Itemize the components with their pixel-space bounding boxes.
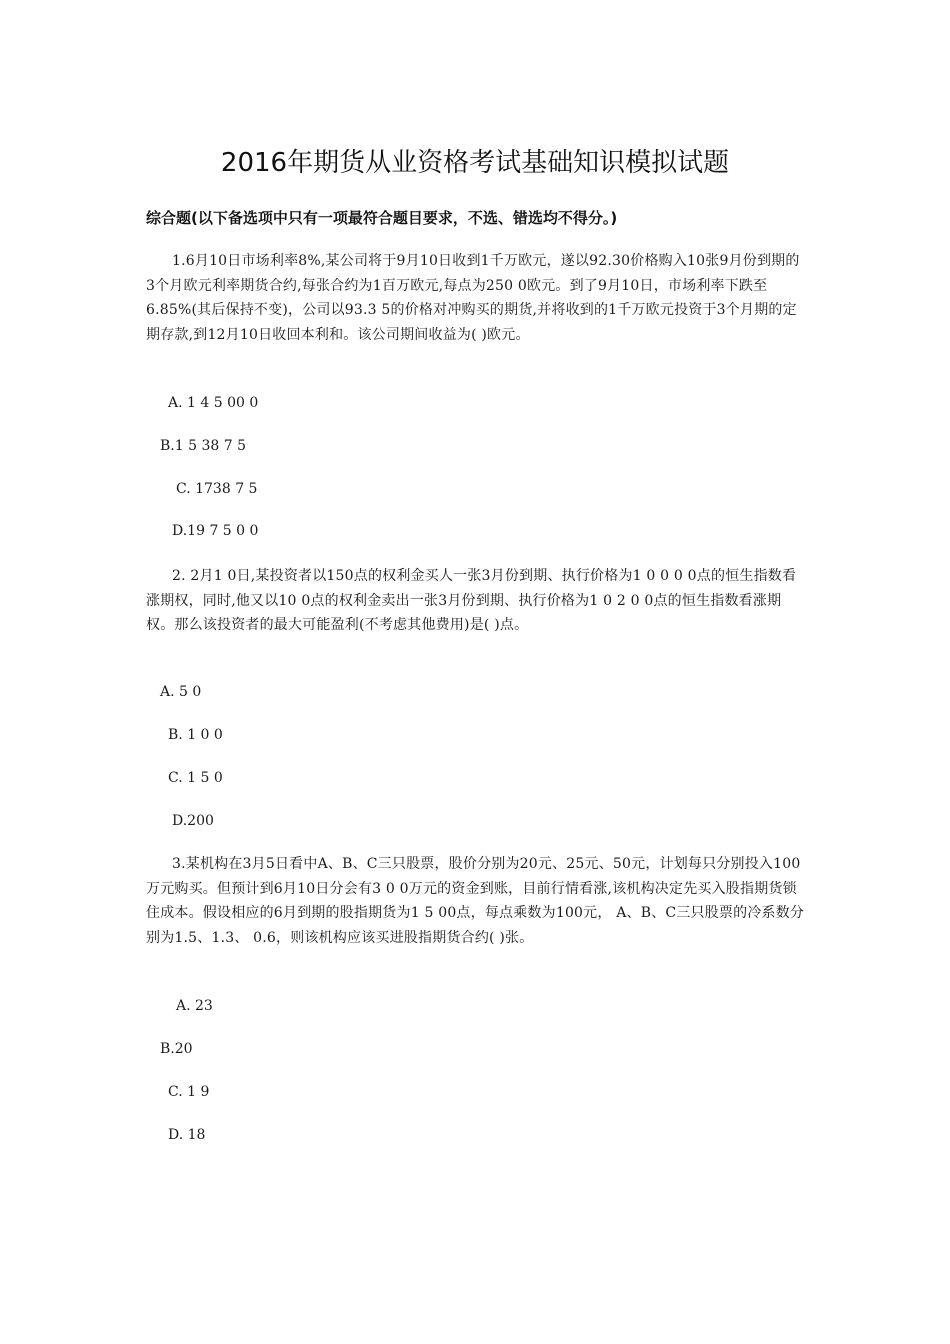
question-1-option-a: A. 1 4 5 00 0 <box>168 395 259 411</box>
document-title: 2016年期货从业资格考试基础知识模拟试题 <box>220 148 730 178</box>
question-3-option-a: A. 23 <box>176 998 213 1014</box>
question-1-stem: 1.6月10日市场利率8%,某公司将于9月10日收到1千万欧元，遂以92.30价格购入10张9月份到期的3个月欧元利率期货合约,每张合约为1百万欧元,每点为250 0欧元。到了9月10日，市场利率下跌至6.85%(其后保持不变)，公司以93.3 5的价格对冲购买的期货,并将收到的1千万欧元投资于3个月期的定期存款,到12月10日收回本利和。该公司期间收益为( )欧元。 <box>146 253 800 343</box>
question-2-option-c: C. 1 5 0 <box>168 770 223 786</box>
question-3-option-b: B.20 <box>160 1041 193 1057</box>
question-2-stem: 2. 2月1 0日,某投资者以150点的权利金买人一张3月份到期、执行价格为1 0 0 0 0点的恒生指数看涨期权，同时,他又以10 0点的权利金卖出一张3月份到期、执行价格为1 0 2 0 0点的恒生指数看涨期权。那么该投资者的最大可能盈利(不考虑其他费用)是( )点。 <box>146 568 797 633</box>
question-3-option-c: C. 1 9 <box>168 1084 210 1100</box>
question-2-option-b: B. 1 0 0 <box>168 727 223 743</box>
question-2-option-d: D.200 <box>172 813 214 829</box>
question-2-option-a: A. 5 0 <box>160 684 202 700</box>
question-1-option-b: B.1 5 38 7 5 <box>160 438 246 454</box>
question-3-stem: 3.某机构在3月5日看中A、B、C三只股票，股价分别为20元、25元、50元，计划每只分别投入100万元购买。但预计到6月10日分会有3 0 0万元的资金到账，目前行情看涨,该机构决定先买入股指期货锁住成本。假设相应的6月到期的股指期货为1 5 00点，每点乘数为100元， A、B、C三只股票的冷系数分别为1.5、1.3、 0.6，则该机构应该买进股指期货合约( )张。 <box>146 856 805 946</box>
section-heading: 综合题(以下备选项中只有一项最符合题目要求，不选、错选均不得分。) <box>146 209 618 227</box>
question-1-option-d: D.19 7 5 0 0 <box>172 523 259 539</box>
question-3-option-d: D. 18 <box>168 1127 206 1143</box>
question-1-option-c: C. 1738 7 5 <box>176 481 258 497</box>
